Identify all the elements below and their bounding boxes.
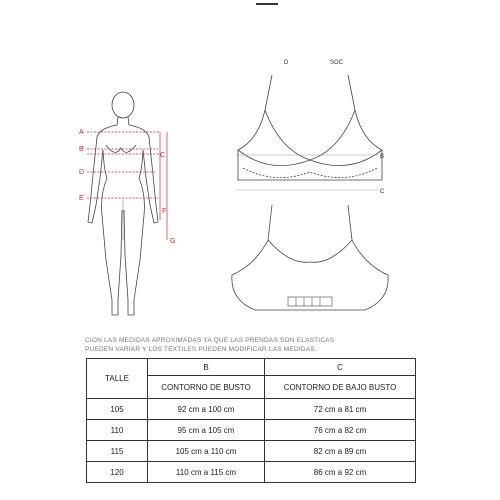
label-a: A bbox=[79, 129, 84, 136]
table-row bbox=[87, 399, 416, 420]
row-b: 105 cm a 110 cm bbox=[148, 441, 265, 462]
row-c: 86 cm a 92 cm bbox=[265, 462, 416, 483]
col-b-title: CONTORNO DE BUSTO bbox=[148, 376, 265, 399]
size-table bbox=[86, 358, 416, 483]
label-b: B bbox=[79, 146, 84, 153]
row-c: 82 cm a 89 cm bbox=[265, 441, 416, 462]
body-verticals bbox=[123, 132, 167, 240]
label-f: F bbox=[162, 208, 167, 215]
row-talle: 110 bbox=[87, 420, 148, 441]
row-b: 95 cm a 105 cm bbox=[148, 420, 265, 441]
col-b-letter: B bbox=[148, 359, 265, 376]
note-line-2: PUEDEN VARIAR Y LOS TEXTILES PUEDEN MODIFICAR LAS MEDIDAS. bbox=[85, 346, 317, 353]
label-c: C bbox=[160, 152, 166, 159]
label-d: D bbox=[79, 169, 85, 176]
bra-label-b: B bbox=[380, 154, 385, 160]
bra-back bbox=[232, 205, 388, 310]
row-c: 72 cm a 81 cm bbox=[265, 399, 416, 420]
col-c-letter: C bbox=[265, 359, 416, 376]
row-b: 92 cm a 100 cm bbox=[148, 399, 265, 420]
label-e: E bbox=[79, 195, 84, 202]
body-measure-lines bbox=[87, 132, 160, 198]
note-line-1: CION LAS MEDIDAS APROXIMADAS YA QUE LAS PRENDAS SON ELASTICAS bbox=[85, 337, 335, 344]
talle-header: TALLE bbox=[87, 359, 148, 399]
row-talle: 115 bbox=[87, 441, 148, 462]
bra-label-soc: SOC bbox=[330, 60, 344, 66]
bra-front bbox=[236, 75, 385, 190]
bra-label-d: D bbox=[284, 60, 289, 66]
label-g: G bbox=[170, 238, 176, 245]
table-row bbox=[87, 462, 416, 483]
row-c: 76 cm a 82 cm bbox=[265, 420, 416, 441]
col-c-title: CONTORNO DE BAJO BUSTO bbox=[265, 376, 416, 399]
bra-label-c: C bbox=[380, 189, 385, 195]
table-row bbox=[87, 441, 416, 462]
row-talle: 105 bbox=[87, 399, 148, 420]
row-talle: 120 bbox=[87, 462, 148, 483]
table-row bbox=[87, 420, 416, 441]
row-b: 110 cm a 115 cm bbox=[148, 462, 265, 483]
